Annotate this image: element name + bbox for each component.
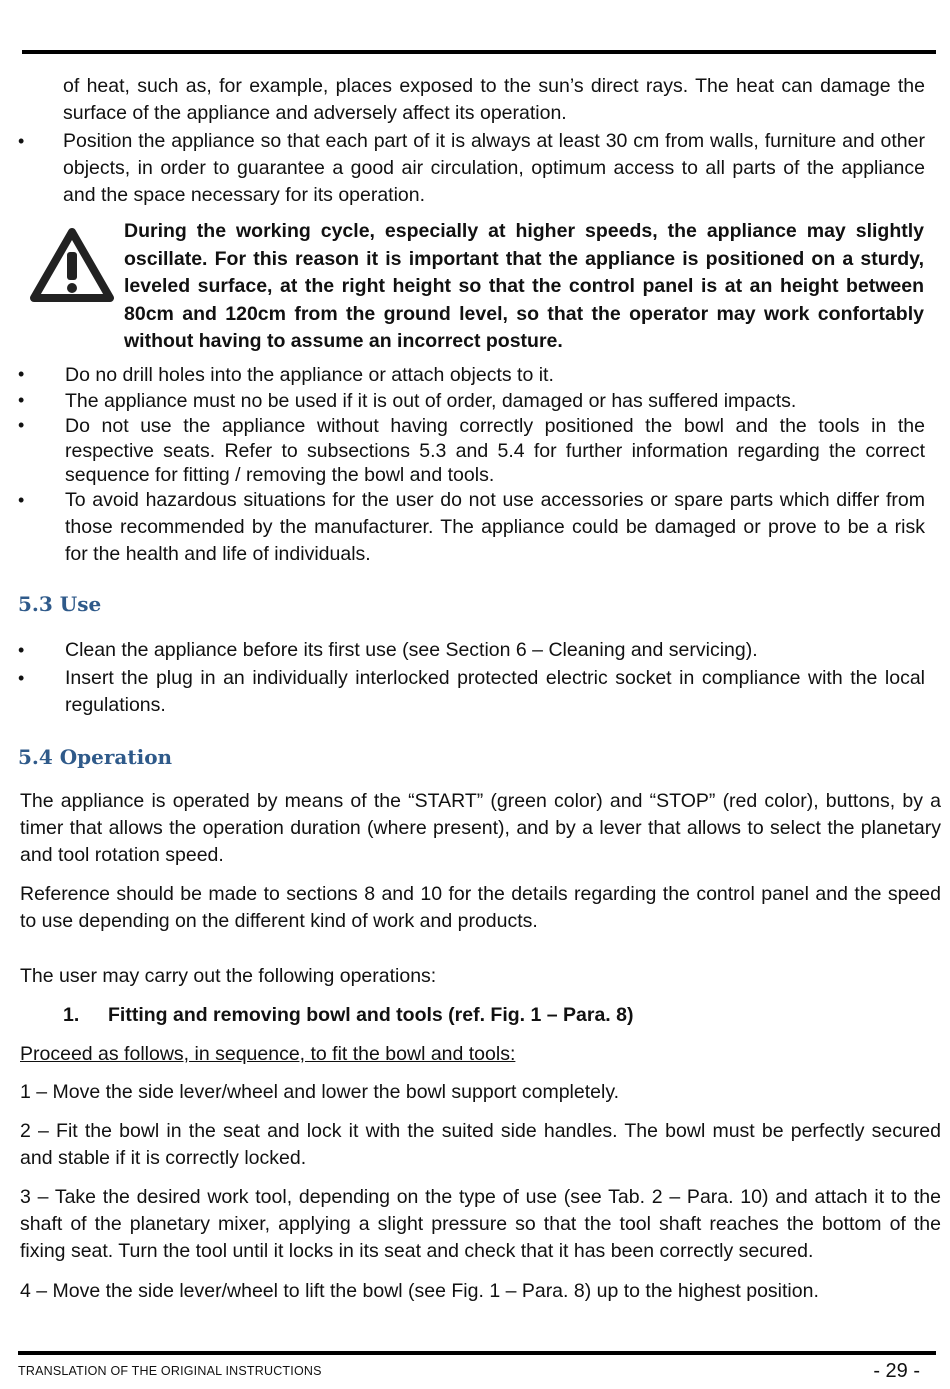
step-4: 4 – Move the side lever/wheel to lift the bowl (see Fig. 1 – Para. 8) up to the highest position.: [20, 1280, 819, 1302]
list-number: 1.: [63, 1004, 80, 1026]
section-heading-operation: 5.4 Operation: [18, 745, 173, 769]
footer-rule: [18, 1351, 936, 1355]
bullet-icon: •: [18, 364, 25, 384]
list-title-fitting: Fitting and removing bowl and tools (ref. Fig. 1 – Para. 8): [108, 1004, 634, 1026]
operation-paragraph-1: The appliance is operated by means of the “START” (green color) and “STOP” (red color), buttons, by a timer that allows the operation duration (where present), and by a lever that allows to select the planetary and tool rotation speed.: [20, 790, 941, 866]
step-2: 2 – Fit the bowl in the seat and lock it with the suited side handles. The bowl must be perfectly secured and stable if it is correctly locked.: [20, 1120, 941, 1169]
section-heading-use: 5.3 Use: [18, 592, 102, 616]
footer-translation-note: TRANSLATION OF THE ORIGINAL INSTRUCTIONS: [18, 1364, 322, 1378]
bullet-accessories: To avoid hazardous situations for the user do not use accessories or spare parts which differ from those recommended by the manufacturer. The appliance could be damaged or prove to be a risk for the health and life of individuals.: [65, 489, 925, 565]
bullet-icon: •: [18, 131, 25, 151]
use-item-clean: Clean the appliance before its first use (see Section 6 – Cleaning and servicing).: [65, 639, 758, 661]
step-1: 1 – Move the side lever/wheel and lower the bowl support completely.: [20, 1081, 620, 1103]
bullet-icon: •: [18, 390, 25, 410]
bullet-bowl-tools: Do not use the appliance without having correctly positioned the bowl and the tools in the respective seats. Refer to subsections 5.3 and 5.4 for further information regarding the correct sequence for fitting / removing the bowl and tools.: [65, 415, 925, 486]
use-item-plug: Insert the plug in an individually interlocked protected electric socket in compliance with the local regulations.: [65, 667, 925, 716]
operation-paragraph-3: The user may carry out the following operations:: [20, 965, 437, 987]
operation-paragraph-2: Reference should be made to sections 8 and 10 for the details regarding the control panel and the speed to use depending on the different kind of work and products.: [20, 883, 941, 932]
bullet-icon: •: [18, 415, 25, 435]
bullet-icon: •: [18, 640, 25, 660]
bullet-no-drill: Do no drill holes into the appliance or attach objects to it.: [65, 364, 554, 386]
bullet-out-of-order: The appliance must no be used if it is out of order, damaged or has suffered impacts.: [65, 390, 797, 412]
step-3: 3 – Take the desired work tool, depending on the type of use (see Tab. 2 – Para. 10) and attach it to the shaft of the planetary mixer, applying a slight pressure so that the tool shaft reaches the bottom of the fixing seat. Turn the tool until it locks in its seat and check that it has been correctly secured.: [20, 1186, 941, 1262]
proceed-instruction: Proceed as follows, in sequence, to fit the bowl and tools:: [20, 1043, 516, 1065]
continued-paragraph: of heat, such as, for example, places exposed to the sun’s direct rays. The heat can damage the surface of the appliance and adversely affect its operation.: [63, 75, 925, 124]
bullet-icon: •: [18, 490, 25, 510]
warning-text: During the working cycle, especially at higher speeds, the appliance may slightly oscillate. For this reason it is important that the appliance is positioned on a sturdy, leveled surface, at the right height so that the control panel is at an height between 80cm and 120cm from the ground level, so that the operator may work confortably without having to assume an incorrect posture.: [124, 220, 924, 352]
warning-triangle-icon: [28, 226, 116, 306]
page-number: - 29 -: [873, 1360, 920, 1382]
header-rule: [22, 50, 936, 54]
bullet-icon: •: [18, 668, 25, 688]
bullet-position-appliance: Position the appliance so that each part of it is always at least 30 cm from walls, furniture and other objects, in order to guarantee a good air circulation, optimum access to all parts of the appliance and the space necessary for its operation.: [63, 130, 925, 206]
